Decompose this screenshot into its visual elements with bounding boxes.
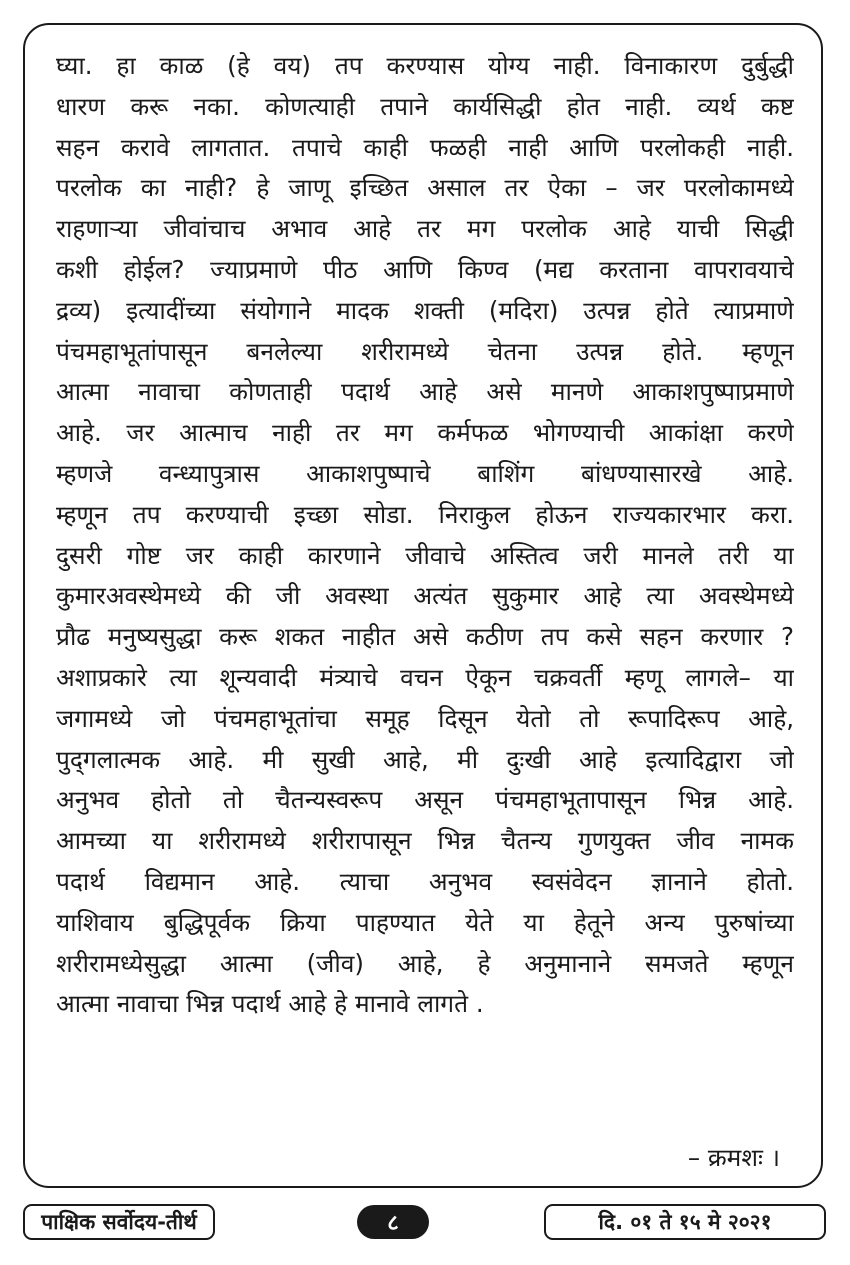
body-line: अशाप्रकारे त्या शून्यवादी मंत्र्याचे वचन ऐकून चक्रवर्ती म्हणू लागले– या [56, 662, 794, 692]
body-line: जगामध्ये जो पंचमहाभूतांचा समूह दिसून येतो तो रूपादिरूप आहे, [56, 703, 794, 733]
body-line: म्हणून तप करण्याची इच्छा सोडा. निराकुल होऊन राज्यकारभार करा. [56, 499, 794, 529]
body-line: आत्मा नावाचा भिन्न पदार्थ आहे हे मानावे लागते . [56, 989, 484, 1019]
body-line: सहन करावे लागतात. तपाचे काही फळही नाही आणि परलोकही नाही. [56, 132, 794, 162]
body-line: पुद्‌गलात्मक आहे. मी सुखी आहे, मी दुःखी आहे इत्यादिद्वारा जो [56, 744, 794, 774]
issue-date: दि. ०१ ते १५ मे २०२१ [544, 1204, 826, 1240]
body-line: कुमारअवस्थेमध्ये की जी अवस्था अत्यंत सुकुमार आहे त्या अवस्थेमध्ये [56, 581, 794, 611]
body-line: परलोक का नाही? हे जाणू इच्छित असाल तर ऐका – जर परलोकामध्ये [56, 173, 794, 203]
body-line: प्रौढ मनुष्यसुद्धा करू शकत नाहीत असे कठीण तप कसे सहन करणार ? [56, 622, 794, 652]
body-line: म्हणजे वन्ध्यापुत्रास आकाशपुष्पाचे बाशिंग बांधण्यासारखे आहे. [56, 458, 794, 488]
body-line: आहे. जर आत्माच नाही तर मग कर्मफळ भोगण्याची आकांक्षा करणे [56, 418, 794, 448]
page-number: ८ [357, 1205, 429, 1239]
publication-name: पाक्षिक सर्वोदय-तीर्थ [23, 1204, 215, 1240]
continued-marker: – क्रमशः । [687, 1143, 780, 1172]
body-line: कशी होईल? ज्याप्रमाणे पीठ आणि किण्व (मद्य करताना वापरावयाचे [56, 254, 794, 284]
body-line: दुसरी गोष्ट जर काही कारणाने जीवाचे अस्तित्व जरी मानले तरी या [56, 540, 794, 570]
body-line: द्रव्य) इत्यादींच्या संयोगाने मादक शक्ती (मदिरा) उत्पन्न होते त्याप्रमाणे [56, 295, 794, 325]
body-line: याशिवाय बुद्धिपूर्वक क्रिया पाहण्यात येते या हेतूने अन्य पुरुषांच्या [56, 907, 794, 937]
body-line: पदार्थ विद्यमान आहे. त्याचा अनुभव स्वसंवेदन ज्ञानाने होतो. [56, 866, 794, 896]
body-line: अनुभव होतो तो चैतन्यस्वरूप असून पंचमहाभूतापासून भिन्न आहे. [56, 785, 794, 815]
body-line: राहणाऱ्या जीवांचाच अभाव आहे तर मग परलोक आहे याची सिद्धी [56, 214, 794, 244]
body-text [56, 46, 794, 1025]
body-line: आत्मा नावाचा कोणताही पदार्थ आहे असे मानणे आकाशपुष्पाप्रमाणे [56, 377, 794, 407]
body-line: शरीरामध्येसुद्धा आत्मा (जीव) आहे, हे अनुमानाने समजते म्हणून [56, 948, 794, 978]
body-line: पंचमहाभूतांपासून बनलेल्या शरीरामध्ये चेतना उत्पन्न होते. म्हणून [56, 336, 794, 366]
body-line: धारण करू नका. कोणत्याही तपाने कार्यसिद्धी होत नाही. व्यर्थ कष्ट [56, 91, 794, 121]
body-line: आमच्या या शरीरामध्ये शरीरापासून भिन्न चैतन्य गुणयुक्त जीव नामक [56, 826, 794, 856]
body-line: घ्या. हा काळ (हे वय) तप करण्यास योग्य नाही. विनाकारण दुर्बुद्धी [56, 51, 794, 80]
